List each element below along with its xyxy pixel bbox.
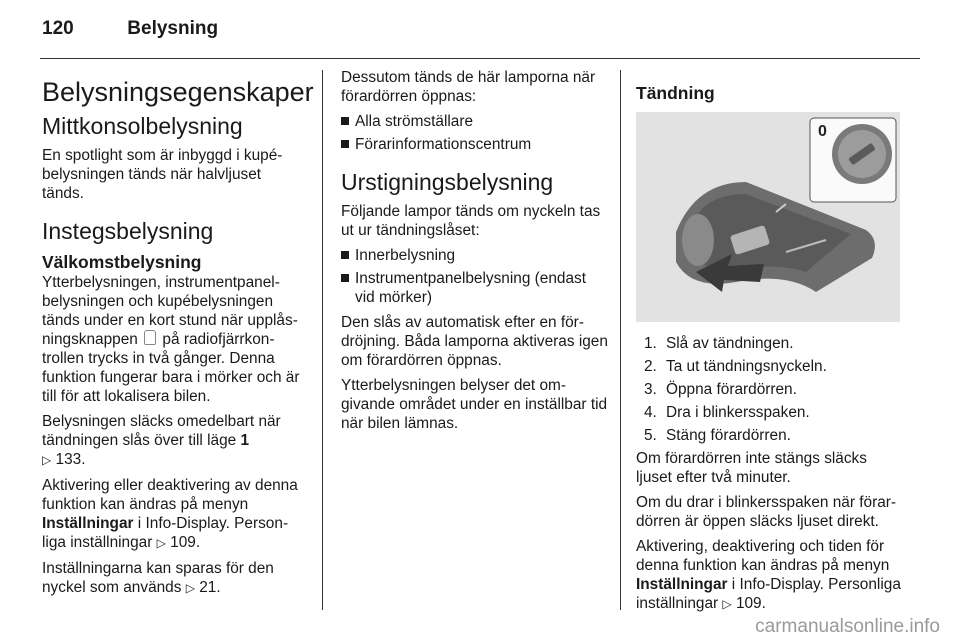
list-item xyxy=(341,246,609,265)
heading-insteg: Instegsbelysning xyxy=(42,218,214,244)
heading-valkomst: Välkomstbelysning xyxy=(42,252,202,272)
ignition-inset xyxy=(810,118,896,202)
list-item xyxy=(341,112,609,131)
unlock-key-icon xyxy=(144,330,156,345)
bullet-list xyxy=(341,246,609,307)
paragraph: Den slås av automatisk efter en fördröjning. Båda lamporna aktiveras igen om förardörren öppnas. xyxy=(341,314,608,369)
reference-arrow-icon: ▷ xyxy=(42,453,52,467)
heading-urstigning: Urstigningsbelysning xyxy=(341,169,554,195)
text: Ta ut tändningsnyckeln. xyxy=(666,358,827,375)
text: Dra i blinkersspaken. xyxy=(666,404,810,421)
list-item xyxy=(636,380,906,399)
header-rule xyxy=(40,58,920,59)
list-item xyxy=(341,269,609,307)
list-item xyxy=(636,426,906,445)
paragraph xyxy=(42,412,306,470)
column-3 xyxy=(636,68,906,620)
page-title: Belysningsegenskaper xyxy=(42,77,314,107)
paragraph: Följande lampor tänds om nyckeln tas ut ur tändningslåset: xyxy=(341,203,601,239)
heading-tandning: Tändning xyxy=(636,83,715,103)
text: Aktivering, deaktivering och tiden för denna funktion kan ändras på menyn xyxy=(636,538,890,574)
column-divider xyxy=(322,70,323,610)
column-divider xyxy=(620,70,621,610)
steps-list xyxy=(636,334,906,445)
reference-arrow-icon: ▷ xyxy=(722,597,732,611)
bullet-icon xyxy=(341,274,349,282)
reference-arrow-icon: ▷ xyxy=(185,581,195,595)
text: Instrumentpanelbelysning (endast vid mörker) xyxy=(355,270,587,306)
text-bold: Inställningar xyxy=(42,515,134,532)
heading-mittkonsol: Mittkonsolbelysning xyxy=(42,113,243,139)
text: Aktivering eller deaktivering av denna funktion kan ändras på menyn xyxy=(42,477,298,513)
step-number: 2. xyxy=(644,358,657,375)
ignition-position-label: 0 xyxy=(818,123,827,140)
paragraph xyxy=(42,559,306,598)
list-item xyxy=(636,403,906,422)
list-item xyxy=(341,135,609,154)
paragraph xyxy=(636,537,906,614)
paragraph: Ytterbelysningen belyser det omgivande området under en inställbar tid när bilen lämnas. xyxy=(341,377,608,432)
paragraph: Dessutom tänds de här lamporna när förardörren öppnas: xyxy=(341,69,596,105)
bullet-icon xyxy=(341,117,349,125)
step-number: 5. xyxy=(644,427,657,444)
bullet-icon xyxy=(341,140,349,148)
text: på radiofjärrkontrollen trycks in två gånger. Denna funktion fungerar bara i mörker och är till för att lokalisera bilen. xyxy=(42,331,300,405)
text-bold: Inställningar xyxy=(636,576,728,593)
column-2 xyxy=(341,68,609,439)
text: Belysningen släcks omedelbart när tändningen slås över till läge xyxy=(42,413,281,449)
text: i Info-Display. Personliga inställningar xyxy=(42,515,289,551)
text: Inställningarna kan sparas för den nyckel som används xyxy=(42,560,274,596)
paragraph xyxy=(42,476,306,553)
step-number: 4. xyxy=(644,404,657,421)
bullet-icon xyxy=(341,251,349,259)
text: Slå av tändningen. xyxy=(666,335,794,352)
lever-illustration xyxy=(636,112,900,322)
paragraph: Om du drar i blinkersspaken när förardörren är öppen släcks ljuset direkt. xyxy=(636,494,897,530)
step-number: 3. xyxy=(644,381,657,398)
paragraph xyxy=(42,273,306,406)
reference-arrow-icon: ▷ xyxy=(156,536,166,550)
text: Öppna förardörren. xyxy=(666,381,797,398)
page-header xyxy=(42,18,218,40)
bullet-list xyxy=(341,112,609,154)
section-title: Belysning xyxy=(127,18,219,39)
page-reference[interactable]: 21. xyxy=(199,579,221,596)
list-item xyxy=(636,334,906,353)
paragraph: En spotlight som är inbyggd i kupébelysningen tänds när halvljuset tänds. xyxy=(42,147,283,202)
page-reference[interactable]: 109. xyxy=(170,534,201,551)
text: Innerbelysning xyxy=(355,247,456,264)
step-number: 1. xyxy=(644,335,657,352)
page-number: 120 xyxy=(42,18,74,39)
text: Förarinformationscentrum xyxy=(355,136,532,153)
paragraph: Om förardörren inte stängs släcks ljuset efter två minuter. xyxy=(636,450,867,486)
text: Ytterbelysningen, instrumentpanelbelysningen och kupébelysningen tänds under en kort stund när upplåsningsknappen xyxy=(42,274,298,348)
page-reference[interactable]: 109. xyxy=(735,595,766,612)
text: i Info-Display. Personliga inställningar xyxy=(636,576,901,612)
watermark: carmanualsonline.info xyxy=(755,616,940,637)
text: Stäng förardörren. xyxy=(666,427,791,444)
list-item xyxy=(636,357,906,376)
page-reference[interactable]: 133. xyxy=(55,451,86,468)
text-bold: 1 xyxy=(240,432,250,449)
turn-signal-lever-figure xyxy=(636,112,900,322)
column-1 xyxy=(42,68,314,604)
text: Alla strömställare xyxy=(355,113,474,130)
